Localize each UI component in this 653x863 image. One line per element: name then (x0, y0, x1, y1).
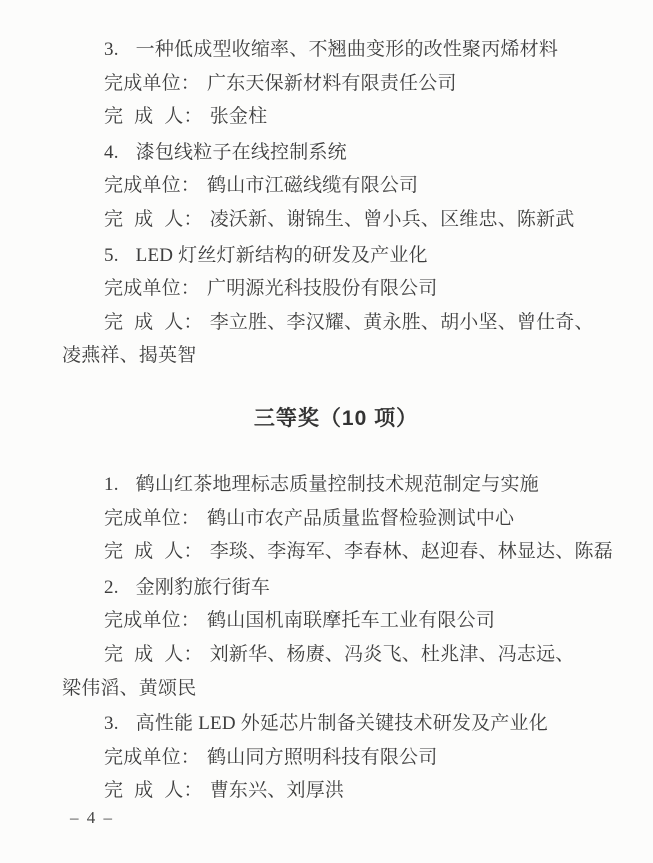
unit-value: 鹤山市农产品质量监督检验测试中心 (207, 507, 515, 529)
entry-people-line (62, 203, 610, 237)
entry-unit-line (62, 502, 610, 536)
document-content (62, 33, 613, 810)
entry-title: LED 灯丝灯新结构的研发及产业化 (135, 244, 428, 266)
entry-unit-line (62, 169, 610, 203)
entry-people-line (62, 100, 610, 134)
entry-people-line (62, 774, 610, 808)
entry-title-line (62, 468, 610, 502)
people-value: 张金柱 (209, 106, 268, 128)
entry-title: 鹤山红茶地理标志质量控制技术规范制定与实施 (135, 473, 539, 495)
entry-number: 2. (104, 576, 119, 598)
entry-unit-line (62, 741, 610, 775)
entry-title: 金刚豹旅行街车 (135, 576, 271, 598)
second-prize-section (62, 33, 610, 373)
people-label: 完 成 人： (104, 208, 203, 230)
unit-label: 完成单位： (104, 746, 201, 768)
people-value: 李立胜、李汉耀、黄永胜、胡小坚、曾仕奇、 (209, 311, 594, 333)
entry-title-line (62, 239, 610, 273)
entry-number: 1. (104, 473, 119, 495)
people-label: 完 成 人： (104, 643, 203, 665)
unit-value: 广明源光科技股份有限公司 (207, 278, 438, 300)
entry-number: 5. (104, 244, 119, 266)
award-entry-3rd-1 (62, 468, 613, 569)
entry-title-line (62, 136, 610, 170)
award-entry-2nd-3 (62, 33, 610, 134)
page-number: – 4 – (70, 808, 114, 827)
unit-value: 鹤山同方照明科技有限公司 (207, 746, 438, 768)
award-entry-3rd-2 (62, 571, 610, 705)
entry-unit-line (62, 272, 610, 306)
people-label: 完 成 人： (104, 311, 203, 333)
entry-unit-line (62, 67, 610, 101)
entry-unit-line (62, 604, 610, 638)
people-label: 完 成 人： (104, 106, 203, 128)
unit-label: 完成单位： (104, 175, 201, 197)
entry-title-line (62, 707, 610, 741)
people-value: 曹东兴、刘厚洪 (209, 780, 345, 802)
entry-people-line (62, 638, 610, 672)
third-prize-heading: 三等奖（10 项） (253, 406, 419, 430)
entry-title-line (62, 33, 610, 67)
people-value: 刘新华、杨赓、冯炎飞、杜兆津、冯志远、 (209, 643, 575, 665)
people-label: 完 成 人： (104, 541, 203, 563)
entry-people-line (62, 306, 610, 340)
people-value: 李琰、李海军、李春林、赵迎春、林显达、陈磊 (209, 541, 613, 563)
award-entry-2nd-4 (62, 136, 610, 237)
unit-label: 完成单位： (104, 610, 201, 632)
entry-number: 3. (104, 713, 119, 735)
unit-label: 完成单位： (104, 278, 201, 300)
entry-title-line (62, 571, 610, 605)
unit-value: 鹤山国机南联摩托车工业有限公司 (207, 610, 496, 632)
people-label: 完 成 人： (104, 780, 203, 802)
entry-number: 3. (104, 39, 119, 60)
third-prize-section (62, 468, 613, 808)
unit-value: 鹤山市江磁线缆有限公司 (207, 175, 419, 197)
entry-title: 一种低成型收缩率、不翘曲变形的改性聚丙烯材料 (135, 39, 559, 60)
entry-title: 高性能 LED 外延芯片制备关键技术研发及产业化 (135, 713, 548, 735)
entry-title: 漆包线粒子在线控制系统 (135, 141, 347, 163)
people-value: 凌沃新、谢锦生、曾小兵、区维忠、陈新武 (209, 208, 575, 230)
unit-label: 完成单位： (104, 72, 201, 94)
entry-number: 4. (104, 141, 119, 163)
entry-people-line (62, 535, 613, 569)
unit-label: 完成单位： (104, 507, 201, 529)
award-entry-2nd-5 (62, 239, 610, 373)
award-entry-3rd-3 (62, 707, 610, 808)
entry-people-continuation: 凌燕祥、揭英智 (62, 345, 197, 367)
unit-value: 广东天保新材料有限责任公司 (207, 72, 457, 94)
entry-people-continuation: 梁伟滔、黄颂民 (62, 677, 197, 699)
